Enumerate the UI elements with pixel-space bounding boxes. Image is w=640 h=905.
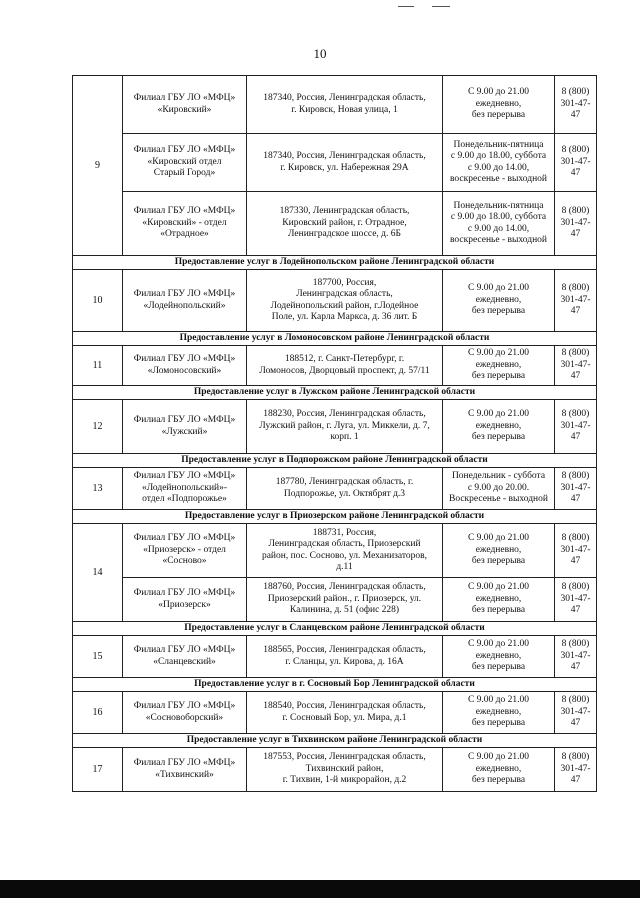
branch-name-line: Филиал ГБУ ЛО «МФЦ» [133,471,236,482]
branch-name-line: «Сосновоборский» [145,712,224,723]
working-hours [443,400,555,454]
branch-name [123,346,247,386]
branch-address-line: г. Кировск, Новая улица, 1 [291,104,398,115]
table-row [73,524,597,578]
phone-number-line: 8 (800) [561,582,590,593]
table-row [73,636,597,678]
working-hours-line: с 9.00 до 14.00, [467,223,530,234]
branch-name-line: Филиал ГБУ ЛО «МФЦ» [133,206,236,217]
working-hours [443,192,555,256]
branch-name-line: «Кировский отдел [147,156,222,167]
row-number: 17 [73,748,123,792]
branch-address-line: 188760, Россия, Ленинградская область, [263,582,426,593]
working-hours-line: ежедневно, [475,98,522,109]
branch-name-line: «Сосново» [162,556,207,567]
phone-number-line: 301-47-47 [560,359,591,382]
row-number: 11 [73,346,123,386]
branch-address-line: г. Кировск, ул. Набережная 29А [280,162,409,173]
section-title: Предоставление услуг в Тихвинском районе Ленинградской области [73,734,597,748]
working-hours-line: без перерыва [471,371,526,382]
row-number: 15 [73,636,123,678]
branch-address [247,192,443,256]
scan-bottom-edge [0,880,640,898]
table-row [73,400,597,454]
phone-number-line: 8 (800) [561,348,590,359]
row-number: 10 [73,270,123,332]
branch-name [123,400,247,454]
branch-name [123,748,247,792]
working-hours-line: С 9.00 до 21.00 [467,533,530,544]
branch-name [123,134,247,192]
phone-number-line: 8 (800) [561,409,590,420]
working-hours-line: С 9.00 до 21.00 [467,409,530,420]
branch-name-line: «Ломоносовский» [147,365,222,376]
working-hours [443,468,555,510]
working-hours-line: ежедневно, [475,593,522,604]
working-hours-line: без перерыва [471,110,526,121]
phone-number-line: 301-47-47 [560,98,591,121]
phone-number-line: 301-47-47 [560,544,591,567]
branch-name [123,692,247,734]
phone-number [555,192,597,256]
table-row [73,468,597,510]
working-hours-line: ежедневно, [475,763,522,774]
table-row [73,192,597,256]
phone-number [555,524,597,578]
row-number: 9 [73,76,123,256]
row-number: 13 [73,468,123,510]
branch-name [123,270,247,332]
branch-name-line: Филиал ГБУ ЛО «МФЦ» [133,289,236,300]
working-hours-line: С 9.00 до 21.00 [467,752,530,763]
table-row [73,578,597,622]
working-hours-line: Понедельник-пятница [453,200,544,211]
working-hours-line: Воскресенье - выходной [449,494,548,505]
branch-name-line: «Лужский» [161,426,208,437]
row-number: 12 [73,400,123,454]
branch-address [247,748,443,792]
branch-address-line: Тихвинский район, [305,763,384,774]
branch-address-line: 187330, Ленинградская область, [279,206,410,217]
phone-number-line: 301-47-47 [560,156,591,179]
branch-address-line: г. Тихвин, 1-й микрорайон, д.2 [282,775,407,786]
section-header-row [73,678,597,692]
working-hours-line: без перерыва [471,556,526,567]
branch-name-line: «Лодейнопольский» [143,300,226,311]
branch-address-line: Калинина, д. 51 (офис 228) [289,605,400,616]
phone-number-line: 301-47-47 [560,482,591,505]
table-row [73,346,597,386]
branch-name-line: «Кировский» - отдел [142,217,227,228]
branch-name-line: Филиал ГБУ ЛО «МФЦ» [133,533,236,544]
working-hours-line: воскресенье - выходной [449,234,548,245]
branch-address [247,636,443,678]
phone-number [555,692,597,734]
table-row [73,76,597,134]
working-hours-line: без перерыва [471,775,526,786]
working-hours [443,134,555,192]
working-hours-line: без перерыва [471,432,526,443]
branch-address-line: 188540, Россия, Ленинградская область, [263,701,426,712]
branch-address [247,578,443,622]
phone-number [555,270,597,332]
branch-name-line: Филиал ГБУ ЛО «МФЦ» [133,701,236,712]
branch-name [123,76,247,134]
branch-name-line: «Сланцевский» [153,656,216,667]
branch-name-line: Филиал ГБУ ЛО «МФЦ» [133,758,236,769]
branch-address-line: Ленинградское шоссе, д. 6Б [288,229,401,240]
branch-address-line: Подпорожье, ул. Октябрят д.3 [283,488,406,499]
working-hours [443,636,555,678]
working-hours [443,76,555,134]
branch-address-line: Поле, ул. Карла Маркса, д. 36 лит. Б [271,311,418,322]
branch-name-line: «Лодейнопольский»- [141,482,228,493]
branch-name-line: Филиал ГБУ ЛО «МФЦ» [133,645,236,656]
branch-address-line: Ленинградская область, Приозерский [268,539,421,550]
phone-number-line: 301-47-47 [560,217,591,240]
working-hours [443,578,555,622]
branch-address [247,346,443,386]
working-hours-line: без перерыва [471,306,526,317]
branch-name-line: Филиал ГБУ ЛО «МФЦ» [133,145,236,156]
phone-number-line: 8 (800) [561,752,590,763]
section-header-row [73,454,597,468]
phone-number-line: 8 (800) [561,533,590,544]
branch-address-line: г. Сосновый Бор, ул. Мира, д.1 [282,712,407,723]
branch-name [123,468,247,510]
section-title: Предоставление услуг в Ломоносовском районе Ленинградской области [73,332,597,346]
branch-address-line: 187700, Россия, [312,277,377,288]
working-hours-line: без перерыва [471,605,526,616]
phone-number-line: 301-47-47 [560,706,591,729]
branch-address-line: г. Сланцы, ул. Кирова, д. 16А [285,656,404,667]
branch-name [123,636,247,678]
branch-address-line: Ленинградская область, [296,289,393,300]
branch-address-line: 188731, Россия, [312,527,377,538]
branch-address [247,134,443,192]
phone-number-line: 8 (800) [561,206,590,217]
branch-address [247,270,443,332]
branch-name-line: Филиал ГБУ ЛО «МФЦ» [133,93,236,104]
branch-name-line: Филиал ГБУ ЛО «МФЦ» [133,415,236,426]
working-hours-line: ежедневно, [475,420,522,431]
working-hours-line: ежедневно, [475,706,522,717]
working-hours-line: С 9.00 до 21.00 [467,582,530,593]
working-hours-line: без перерыва [471,718,526,729]
table-row [73,270,597,332]
working-hours [443,748,555,792]
section-header-row [73,510,597,524]
working-hours-line: ежедневно, [475,294,522,305]
phone-number [555,636,597,678]
phone-number [555,748,597,792]
branch-name [123,192,247,256]
working-hours-line: без перерыва [471,662,526,673]
branch-name-line: Старый Город» [153,168,216,179]
working-hours-line: Понедельник - суббота [451,471,546,482]
mfc-branches-table [72,75,597,792]
phone-number-line: 8 (800) [561,639,590,650]
branch-name-line: Филиал ГБУ ЛО «МФЦ» [133,354,236,365]
phone-number-line: 301-47-47 [560,294,591,317]
phone-number-line: 8 (800) [561,283,590,294]
section-title: Предоставление услуг в Приозерском районе Ленинградской области [73,510,597,524]
phone-number [555,468,597,510]
phone-number-line: 301-47-47 [560,420,591,443]
phone-number-line: 8 (800) [561,87,590,98]
branch-name [123,524,247,578]
branch-name-line: отдел «Подпорожье» [142,494,227,505]
branch-address-line: 187780, Ленинградская область, г. [275,477,414,488]
branch-address [247,76,443,134]
branch-name [123,578,247,622]
branch-address-line: район, пос. Сосново, ул. Механизаторов, [261,550,428,561]
branch-address-line: 188565, Россия, Ленинградская область, [263,645,426,656]
branch-address-line: 187553, Россия, Ленинградская область, [263,752,426,763]
branch-address [247,400,443,454]
branch-address [247,692,443,734]
working-hours-line: С 9.00 до 21.00 [467,283,530,294]
working-hours-line: С 9.00 до 21.00 [467,695,530,706]
phone-number [555,578,597,622]
branch-address-line: 188512, г. Санкт-Петербург, г. [284,354,405,365]
working-hours [443,346,555,386]
working-hours-line: ежедневно, [475,359,522,370]
branch-address-line: Ломоносов, Дворцовый проспект, д. 57/11 [259,365,430,376]
working-hours-line: с 9.00 до 18.00, суббота [450,212,547,223]
working-hours-line: С 9.00 до 21.00 [467,639,530,650]
branch-address-line: корп. 1 [330,432,359,443]
branch-address-line: Лужский район, г. Луга, ул. Миккели, д. 7, [259,420,430,431]
working-hours-line: воскресенье - выходной [449,173,548,184]
branch-address-line: Лодейнопольский район, г.Лодейное [270,300,419,311]
phone-number [555,76,597,134]
phone-number-line: 301-47-47 [560,650,591,673]
branch-name-line: Филиал ГБУ ЛО «МФЦ» [133,588,236,599]
section-header-row [73,256,597,270]
row-number: 14 [73,524,123,622]
section-header-row [73,622,597,636]
branch-address-line: 188230, Россия, Ленинградская область, [263,409,426,420]
section-header-row [73,386,597,400]
branch-address-line: 187340, Россия, Ленинградская область, [263,151,426,162]
branch-address-line: д.11 [336,561,353,572]
working-hours [443,270,555,332]
working-hours [443,692,555,734]
page-number: 10 [313,46,327,61]
branch-name-line: «Кировский» [157,104,212,115]
phone-number [555,134,597,192]
branch-address [247,468,443,510]
section-title: Предоставление услуг в г. Сосновый Бор Ленинградской области [73,678,597,692]
branch-address [247,524,443,578]
section-title: Предоставление услуг в Лужском районе Ленинградской области [73,386,597,400]
branch-name-line: «Приозерск» - отдел [143,544,226,555]
section-title: Предоставление услуг в Подпорожском районе Ленинградской области [73,454,597,468]
scan-mark [432,6,450,7]
table-row [73,134,597,192]
branch-name-line: «Приозерск» [158,599,211,610]
branch-address-line: Приозерский район., г. Приозерск, ул. [267,593,422,604]
phone-number [555,346,597,386]
phone-number-line: 301-47-47 [560,763,591,786]
working-hours-line: ежедневно, [475,544,522,555]
branch-address-line: Кировский район, г. Отрадное, [282,217,407,228]
section-header-row [73,332,597,346]
section-title: Предоставление услуг в Сланцевском районе Ленинградской области [73,622,597,636]
table-row [73,748,597,792]
branch-address-line: 187340, Россия, Ленинградская область, [263,93,426,104]
scan-mark [398,6,414,7]
phone-number [555,400,597,454]
table-row [73,692,597,734]
working-hours-line: с 9.00 до 20.00. [467,482,530,493]
working-hours-line: С 9.00 до 21.00 [467,87,530,98]
branch-name-line: «Тихвинский» [155,769,214,780]
phone-number-line: 301-47-47 [560,593,591,616]
section-header-row [73,734,597,748]
branch-name-line: «Отрадное» [160,229,209,240]
working-hours-line: С 9.00 до 21.00 [467,348,530,359]
phone-number-line: 8 (800) [561,145,590,156]
working-hours-line: с 9.00 до 14.00, [467,162,530,173]
working-hours-line: Понедельник-пятница [453,139,544,150]
section-title: Предоставление услуг в Лодейнопольском районе Ленинградской области [73,256,597,270]
working-hours-line: с 9.00 до 18.00, суббота [450,151,547,162]
phone-number-line: 8 (800) [561,695,590,706]
phone-number-line: 8 (800) [561,471,590,482]
row-number: 16 [73,692,123,734]
working-hours-line: ежедневно, [475,650,522,661]
working-hours [443,524,555,578]
